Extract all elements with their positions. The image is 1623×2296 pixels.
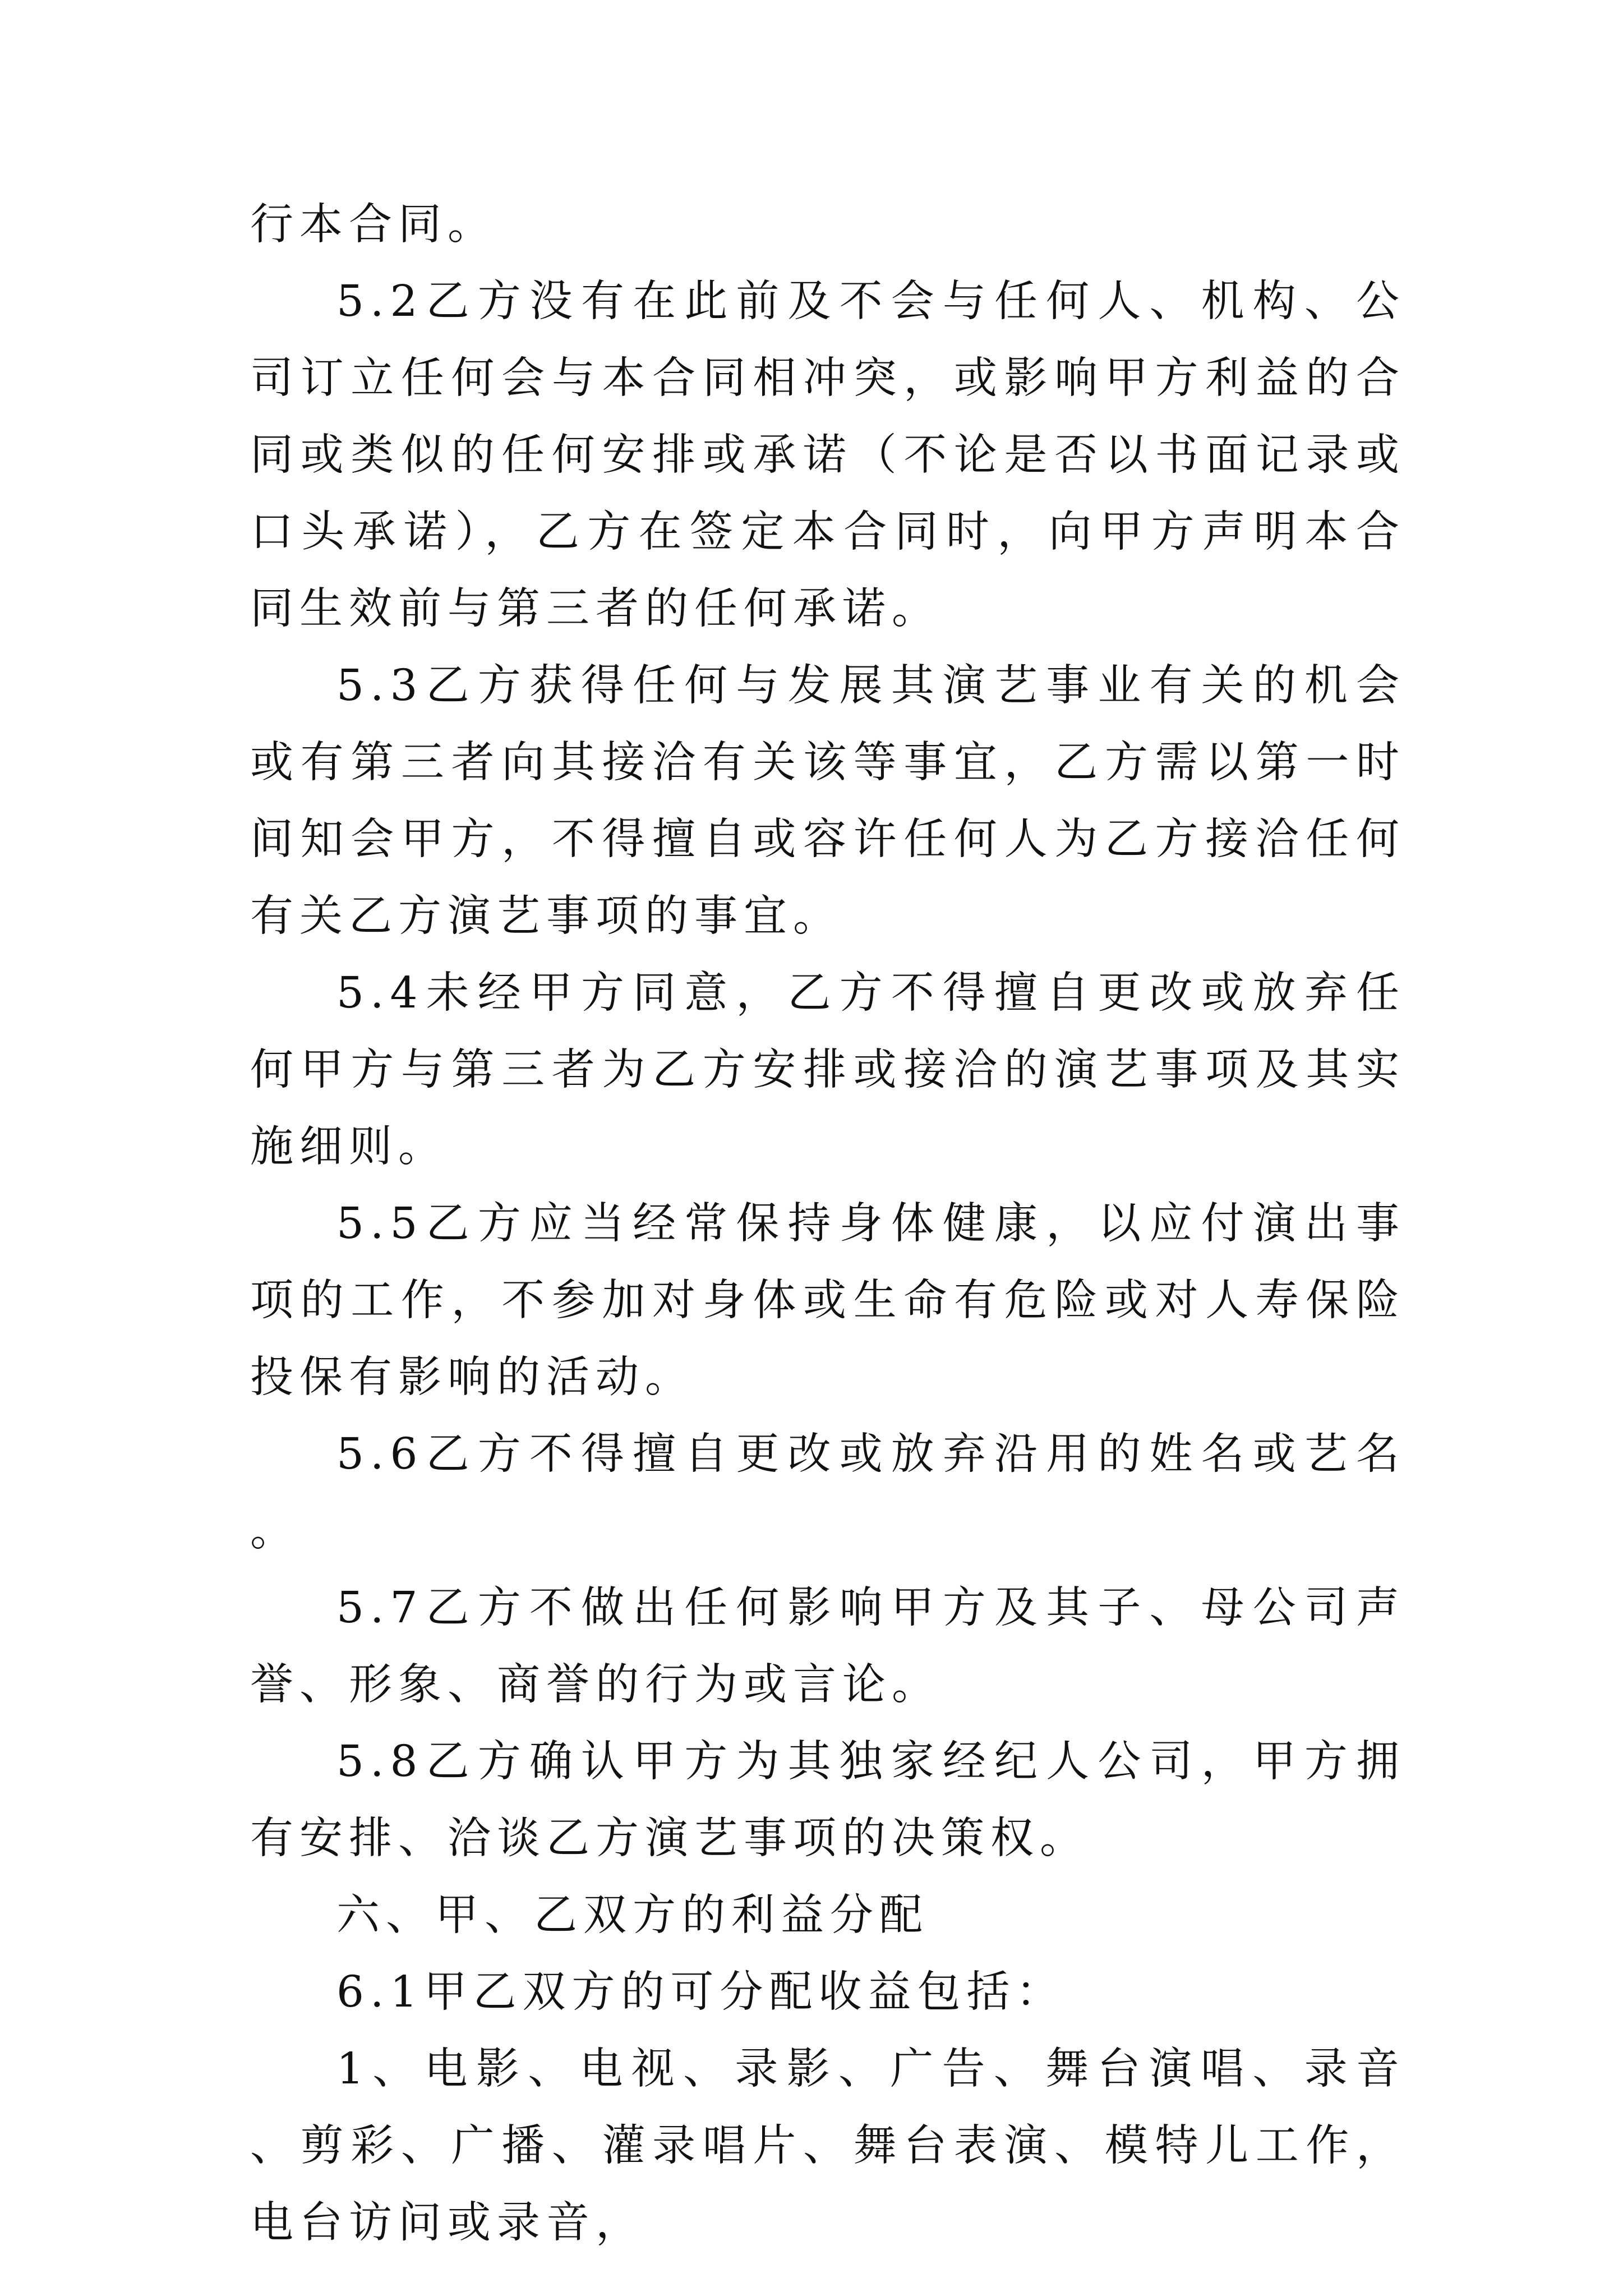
- clause-5-8: 5.8乙方确认甲方为其独家经纪人公司，甲方拥有安排、洽谈乙方演艺事项的决策权。: [250, 1737, 1405, 1864]
- clause-5-2: 5.2乙方没有在此前及不会与任何人、机构、公司订立任何会与本合同相冲突，或影响甲方利益的合同或类似的任何安排或承诺（不论是否以书面记录或口头承诺），乙方在签定本合同时，向甲方声明本合同生效前与第三者的任何承诺。: [250, 277, 1405, 634]
- clause-5-5: 5.5乙方应当经常保持身体健康，以应付演出事项的工作，不参加对身体或生命有危险或对人寿保险投保有影响的活动。: [250, 1199, 1405, 1402]
- clause-6-1: 6.1甲乙双方的可分配收益包括：: [336, 1967, 1066, 2017]
- contract-body: [250, 186, 1405, 2261]
- section-6-heading: 六、甲、乙双方的利益分配: [336, 1890, 929, 1940]
- clause-5-4: 5.4未经甲方同意，乙方不得擅自更改或放弃任何甲方与第三者为乙方安排或接洽的演艺事项及其实施细则。: [250, 968, 1405, 1172]
- clause-5-3: 5.3乙方获得任何与发展其演艺事业有关的机会或有第三者向其接洽有关该等事宜，乙方需以第一时间知会甲方，不得擅自或容许任何人为乙方接洽任何有关乙方演艺事项的事宜。: [250, 661, 1405, 941]
- clause-5-6: 5.6乙方不得擅自更改或放弃沿用的姓名或艺名。: [250, 1429, 1405, 1556]
- clause-5-7: 5.7乙方不做出任何影响甲方及其子、母公司声誉、形象、商誉的行为或言论。: [250, 1583, 1405, 1710]
- paragraph-continuation: 行本合同。: [250, 200, 497, 250]
- clause-6-1-item-1: 1、电影、电视、录影、广告、舞台演唱、录音、剪彩、广播、灌录唱片、舞台表演、模特儿工作，电台访问或录音，: [250, 2044, 1405, 2248]
